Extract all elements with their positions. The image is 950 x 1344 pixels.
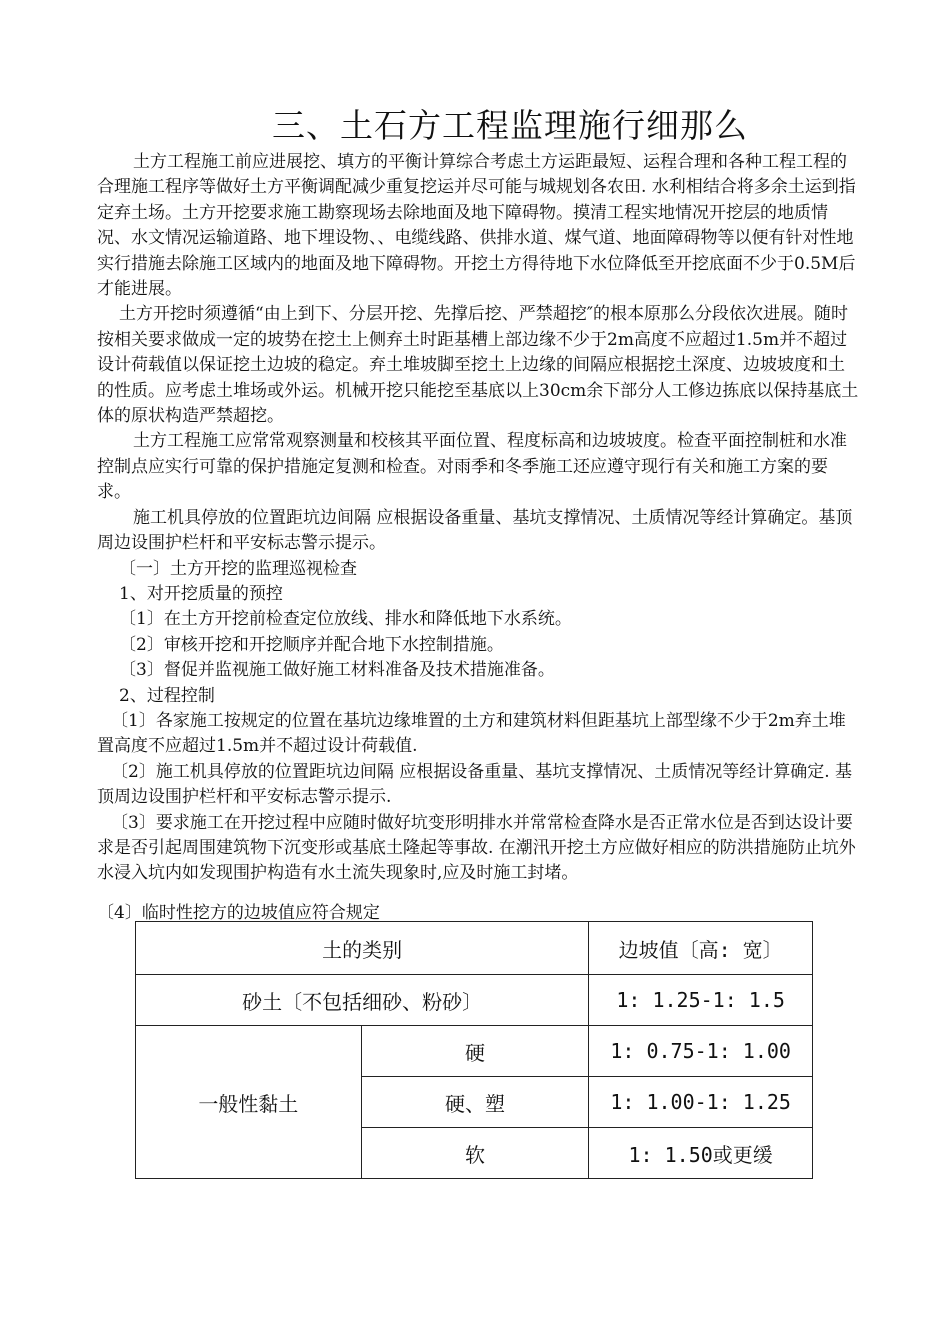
page-title: 三、土石方工程监理施行细那么 [272, 106, 748, 145]
cell-clay-value: 1: 0.75-1: 1.00 [589, 1026, 813, 1077]
cell-clay-value: 1: 1.00-1: 1.25 [589, 1077, 813, 1128]
cell-sand-value: 1: 1.25-1: 1.5 [589, 975, 813, 1026]
table-row [136, 975, 813, 1026]
list-item: 〔3〕要求施工在开挖过程中应随时做好坑变形明排水并常常检查降水是否正常水位是否到达设计要求是否引起周围建筑物下沉变形或基底土隆起等事故. 在潮汛开挖土方应做好相应的防洪措施防止坑外水浸入坑内如发现围护构造有水土流失现象时,应及时施工封堵。 [97, 812, 856, 884]
cell-clay-state: 硬、塑 [361, 1077, 589, 1128]
list-item: 〔1〕各家施工按规定的位置在基坑边缘堆置的土方和建筑材料但距基坑上部型缘不少于2m弃土堆置高度不应超过1.5m并不超过设计荷载值. [97, 710, 846, 757]
list-item: 〔1〕在土方开挖前检查定位放线、排水和降低地下水系统。 [119, 609, 572, 630]
slope-table [135, 921, 813, 1179]
paragraph-excavation-principle: 土方开挖时须遵循“由上到下、分层开挖、先撑后挖、严禁超挖″的根本原那么分段依次进展。随时按相关要求做成一定的坡势在挖土上侧弃土时距基槽上部边缘不少于2m高度不应超过1.5m并不超过设计荷载值以保证挖土边坡的稳定。弃土堆坡脚至挖土上边缘的间隔应根据挖土深度、边坡坡度和土的性质。应考虑土堆场或外运。机械开挖只能挖至基底以上30cm余下部分人工修边拣底以保持基底土体的原状构造严禁超挖。 [97, 304, 859, 427]
document-body [97, 150, 860, 887]
paragraph-earthwork-preparation: 土方工程施工前应进展挖、填方的平衡计算综合考虑土方运距最短、运程合理和各种工程工程的合理施工程序等做好土方平衡调配减少重复挖运并尽可能与城规划各农田. 水利相结合将多余土运到指定弃土场。土方开挖要求施工勘察现场去除地面及地下障碍物。摸清工程实地情况开挖层的地质情况、水文情况运输道路、地下埋设物、、电缆线路、供排水道、煤气道、地面障碍物等以便有针对性地实行措施去除施工区域内的地面及地下障碍物。开挖土方得待地下水位降低至开挖底面不少于0.5M后才能进展。 [97, 152, 856, 300]
table-row [136, 922, 813, 975]
list-item: 〔2〕施工机具停放的位置距坑边间隔 应根据设备重量、基坑支撑情况、土质情况等经计算确定. 基顶周边设围护栏杆和平安标志警示提示. [97, 761, 853, 808]
subheading-quality-precontrol: 1、对开挖质量的预控 [119, 583, 283, 604]
subheading-process-control: 2、过程控制 [119, 685, 215, 706]
table-caption: 〔4〕临时性挖方的边坡值应符合规定 [97, 903, 380, 923]
table-row [136, 1026, 813, 1077]
list-item: 〔2〕审核开挖和开挖顺序并配合地下水控制措施。 [119, 634, 504, 655]
header-slope-value: 边坡值〔高: 宽〕 [589, 922, 813, 975]
section-heading-inspection: 〔一〕土方开挖的监理巡视检查 [119, 558, 357, 579]
cell-clay-state: 硬 [361, 1026, 589, 1077]
cell-sand-label: 砂土〔不包括细砂、粉砂〕 [136, 975, 589, 1026]
paragraph-machinery-placement: 施工机具停放的位置距坑边间隔 应根据设备重量、基坑支撑情况、土质情况等经计算确定。基顶周边设围护栏杆和平安标志警示提示。 [97, 507, 853, 554]
paragraph-survey-check: 土方工程施工应常常观察测量和校核其平面位置、程度标高和边坡坡度。检查平面控制桩和水准控制点应实行可靠的保护措施定复测和检查。对雨季和冬季施工还应遵守现行有关和施工方案的要求。 [97, 431, 847, 503]
cell-clay-state: 软 [361, 1128, 589, 1179]
cell-clay-value: 1: 1.50或更缓 [589, 1128, 813, 1179]
list-item: 〔3〕督促并监视施工做好施工材料准备及技术措施准备。 [119, 660, 555, 681]
cell-clay-label: 一般性黏土 [136, 1026, 362, 1179]
header-soil-type: 土的类别 [136, 922, 589, 975]
